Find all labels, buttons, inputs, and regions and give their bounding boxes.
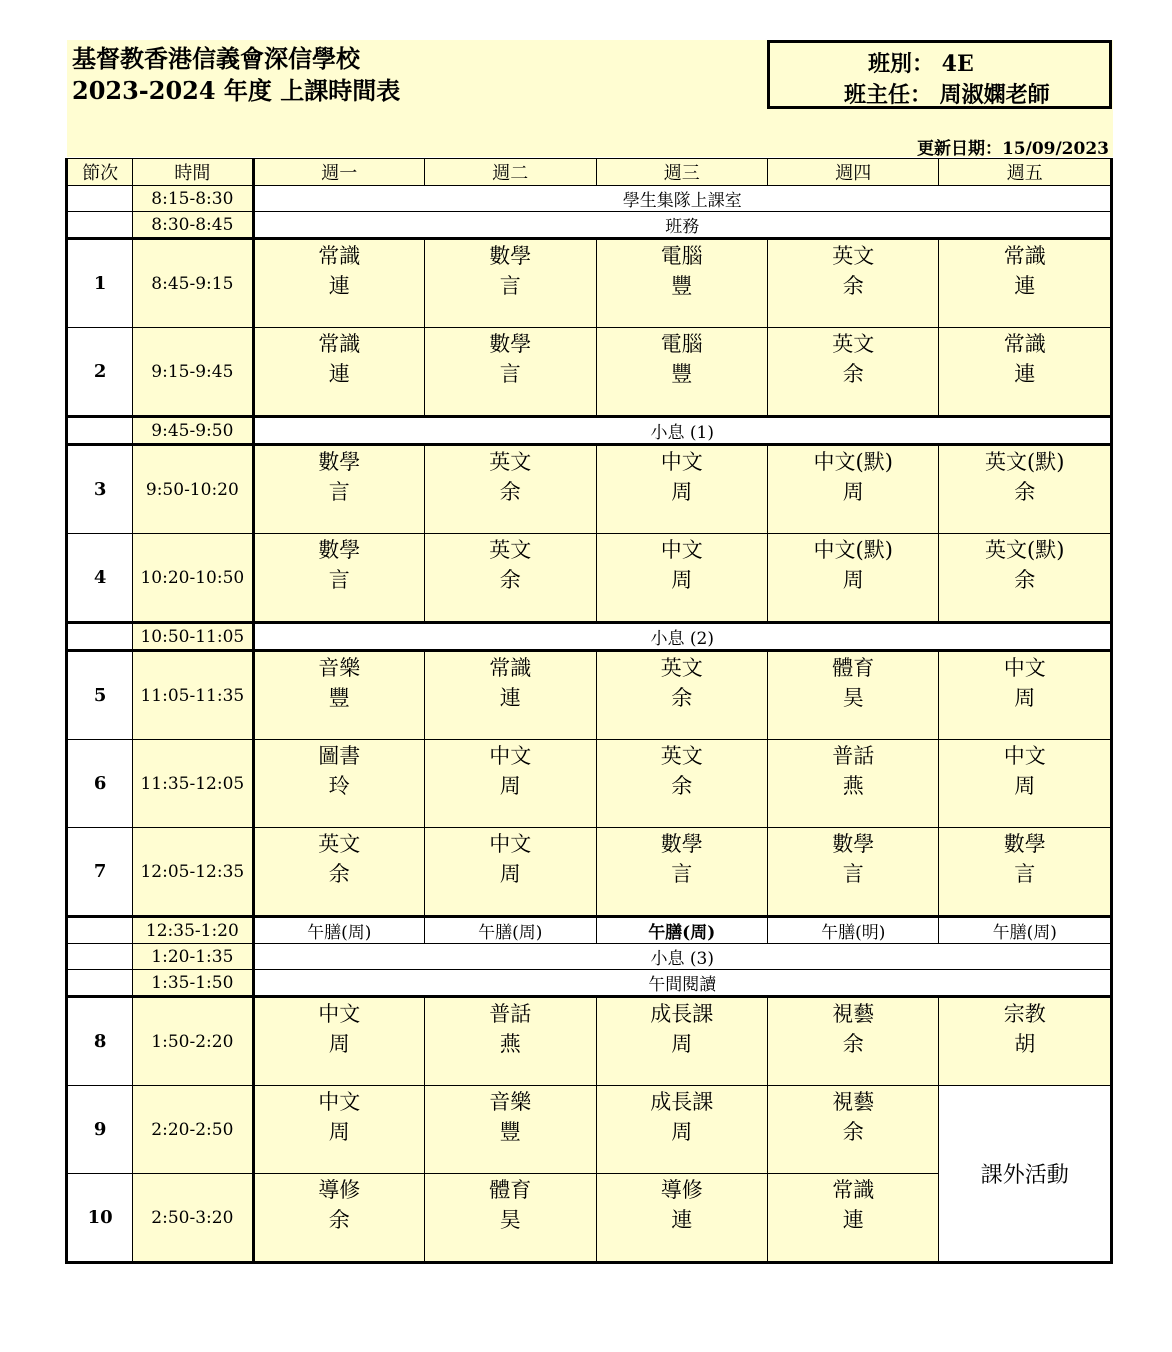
time-cell: 2:20-2:50	[133, 1086, 253, 1174]
lesson-cell: 導修 連	[596, 1174, 767, 1263]
lesson-cell: 音樂 豐	[425, 1086, 596, 1174]
lesson-cell: 常識 連	[939, 328, 1112, 417]
class-label: 班別： 4E	[868, 51, 974, 77]
lesson-cell: 普話 燕	[425, 997, 596, 1086]
break-row	[67, 623, 1112, 651]
eca-cell: 課外活動	[939, 1086, 1112, 1263]
lesson-cell: 英文 余	[253, 828, 424, 917]
time-cell: 10:20-10:50	[133, 534, 253, 623]
period-number: 3	[67, 445, 133, 534]
time-cell: 1:35-1:50	[133, 970, 253, 997]
lesson-cell: 成長課 周	[596, 997, 767, 1086]
time-cell: 8:45-9:15	[133, 239, 253, 328]
lesson-cell: 英文 余	[425, 445, 596, 534]
lesson-cell: 視藝 余	[767, 1086, 938, 1174]
lesson-cell: 英文 余	[767, 328, 938, 417]
period-number: 4	[67, 534, 133, 623]
school-name: 基督教香港信義會深信學校	[72, 44, 360, 73]
period-row	[67, 740, 1112, 828]
lunch-row	[67, 917, 1112, 944]
lesson-cell: 數學 言	[767, 828, 938, 917]
time-header: 時間	[133, 159, 253, 186]
lesson-cell: 中文 周	[425, 828, 596, 917]
lesson-cell: 視藝 余	[767, 997, 938, 1086]
assembly-label: 學生集隊上課室	[253, 186, 1111, 212]
lesson-cell: 電腦 豐	[596, 328, 767, 417]
lesson-cell: 英文(默) 余	[939, 534, 1112, 623]
lunch-cell: 午膳(周)	[939, 917, 1112, 944]
lesson-cell: 常識 連	[939, 239, 1112, 328]
lunch-cell: 午膳(周)	[596, 917, 767, 944]
lesson-cell: 中文 周	[425, 740, 596, 828]
period-row	[67, 828, 1112, 917]
time-cell: 10:50-11:05	[133, 623, 253, 651]
time-cell: 8:30-8:45	[133, 212, 253, 239]
lesson-cell: 數學 言	[425, 328, 596, 417]
period-header: 節次	[67, 159, 133, 186]
lesson-cell: 常識 連	[425, 651, 596, 740]
lesson-cell: 常識 連	[253, 239, 424, 328]
class-info-box	[767, 40, 1112, 109]
break-label: 小息 (2)	[253, 623, 1111, 651]
class-teacher-label: 班主任： 周淑嫻老師	[844, 82, 1050, 108]
time-cell: 1:50-2:20	[133, 997, 253, 1086]
lesson-cell: 中文(默) 周	[767, 445, 938, 534]
lesson-cell: 體育 昊	[767, 651, 938, 740]
header-row	[67, 159, 1112, 186]
lunch-cell: 午膳(周)	[425, 917, 596, 944]
period-number: 2	[67, 328, 133, 417]
time-cell: 2:50-3:20	[133, 1174, 253, 1263]
lesson-cell: 電腦 豐	[596, 239, 767, 328]
lesson-cell: 普話 燕	[767, 740, 938, 828]
break-row	[67, 944, 1112, 970]
class-affairs-label: 班務	[253, 212, 1111, 239]
lesson-cell: 宗教 胡	[939, 997, 1112, 1086]
lesson-cell: 中文 周	[939, 651, 1112, 740]
break-row	[67, 417, 1112, 445]
period-row	[67, 1086, 1112, 1174]
period-number: 7	[67, 828, 133, 917]
lesson-cell: 英文(默) 余	[939, 445, 1112, 534]
time-cell: 1:20-1:35	[133, 944, 253, 970]
time-cell: 8:15-8:30	[133, 186, 253, 212]
time-cell: 12:35-1:20	[133, 917, 253, 944]
lesson-cell: 中文 周	[253, 997, 424, 1086]
day-header-tue: 週二	[425, 159, 596, 186]
period-number: 9	[67, 1086, 133, 1174]
period-row	[67, 445, 1112, 534]
time-cell: 9:15-9:45	[133, 328, 253, 417]
lesson-cell: 常識 連	[767, 1174, 938, 1263]
day-header-thu: 週四	[767, 159, 938, 186]
class-affairs-row	[67, 212, 1112, 239]
lesson-cell: 數學 言	[939, 828, 1112, 917]
updated-date: 更新日期：15/09/2023	[916, 139, 1109, 159]
lesson-cell: 英文 余	[596, 740, 767, 828]
time-cell: 11:05-11:35	[133, 651, 253, 740]
break-label: 小息 (3)	[253, 944, 1111, 970]
lesson-cell: 音樂 豐	[253, 651, 424, 740]
lesson-cell: 數學 言	[253, 445, 424, 534]
lesson-cell: 常識 連	[253, 328, 424, 417]
lesson-cell: 中文(默) 周	[767, 534, 938, 623]
lunch-cell: 午膳(周)	[253, 917, 424, 944]
period-row	[67, 239, 1112, 328]
lesson-cell: 數學 言	[425, 239, 596, 328]
time-cell: 12:05-12:35	[133, 828, 253, 917]
period-row	[67, 997, 1112, 1086]
timetable-title: 2023-2024 年度 上課時間表	[72, 76, 401, 105]
day-header-fri: 週五	[939, 159, 1112, 186]
day-header-mon: 週一	[253, 159, 424, 186]
lesson-cell: 中文 周	[596, 534, 767, 623]
period-row	[67, 328, 1112, 417]
lesson-cell: 英文 余	[425, 534, 596, 623]
lunch-cell: 午膳(明)	[767, 917, 938, 944]
lesson-cell: 英文 余	[767, 239, 938, 328]
period-number: 1	[67, 239, 133, 328]
period-number: 6	[67, 740, 133, 828]
reading-row	[67, 970, 1112, 997]
reading-label: 午間閱讀	[253, 970, 1111, 997]
time-cell: 9:45-9:50	[133, 417, 253, 445]
period-number: 8	[67, 997, 133, 1086]
lesson-cell: 數學 言	[596, 828, 767, 917]
lesson-cell: 導修 余	[253, 1174, 424, 1263]
timetable	[65, 158, 1113, 1264]
lesson-cell: 中文 周	[939, 740, 1112, 828]
period-row	[67, 651, 1112, 740]
lesson-cell: 成長課 周	[596, 1086, 767, 1174]
day-header-wed: 週三	[596, 159, 767, 186]
assembly-row	[67, 186, 1112, 212]
period-number: 10	[67, 1174, 133, 1263]
lesson-cell: 數學 言	[253, 534, 424, 623]
lesson-cell: 體育 昊	[425, 1174, 596, 1263]
break-label: 小息 (1)	[253, 417, 1111, 445]
time-cell: 11:35-12:05	[133, 740, 253, 828]
time-cell: 9:50-10:20	[133, 445, 253, 534]
lesson-cell: 圖書 玲	[253, 740, 424, 828]
lesson-cell: 中文 周	[596, 445, 767, 534]
lesson-cell: 中文 周	[253, 1086, 424, 1174]
period-row	[67, 534, 1112, 623]
lesson-cell: 英文 余	[596, 651, 767, 740]
period-number: 5	[67, 651, 133, 740]
